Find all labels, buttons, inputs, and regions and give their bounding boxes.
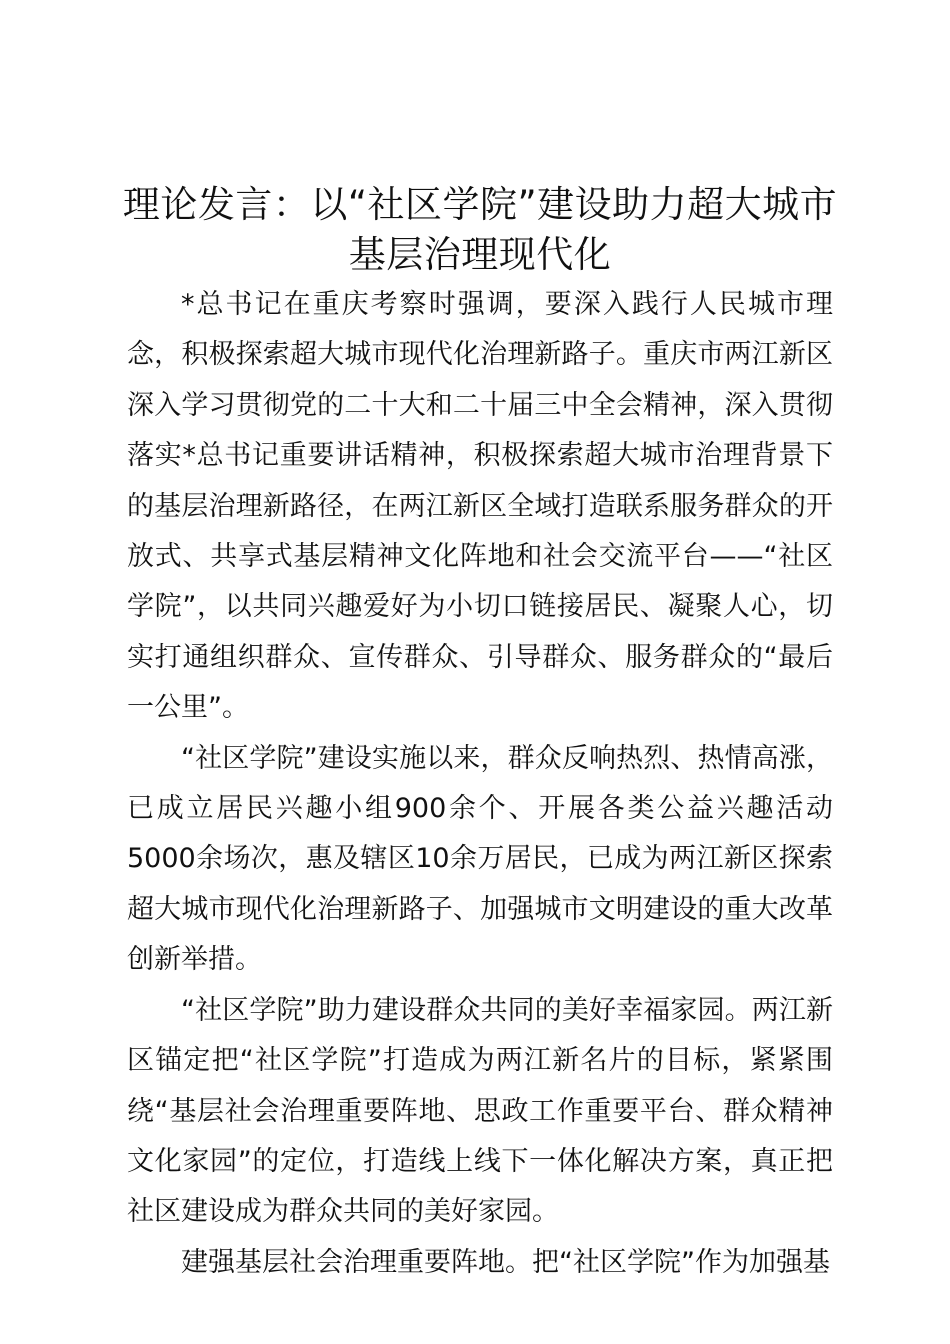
document-title-line-1: 理论发言：以“社区学院”建设助力超大城市 [122,183,838,226]
paragraph-3: “社区学院”助力建设群众共同的美好幸福家园。两江新区锚定把“社区学院”打造成为两江新名片的目标，紧紧围绕“基层社会治理重要阵地、思政工作重要平台、群众精神文化家园”的定位，打造线上线下一体化解决方案，真正把社区建设成为群众共同的美好家园。 [127,994,833,1228]
paragraph-2: “社区学院”建设实施以来，群众反响热烈、热情高涨，已成立居民兴趣小组900余个、开展各类公益兴趣活动5000余场次，惠及辖区10余万居民，已成为两江新区探索超大城市现代化治理新路子、加强城市文明建设的重大改革创新举措。 [127,742,833,976]
document-title-line-2: 基层治理现代化 [348,233,612,276]
document-body [127,280,833,1288]
paragraph-1: *总书记在重庆考察时强调，要深入践行人民城市理念，积极探索超大城市现代化治理新路子。重庆市两江新区深入学习贯彻党的二十大和二十届三中全会精神，深入贯彻落实*总书记重要讲话精神，积极探索超大城市治理背景下的基层治理新路径，在两江新区全域打造联系服务群众的开放式、共享式基层精神文化阵地和社会交流平台——“社区学院”，以共同兴趣爱好为小切口链接居民、凝聚人心，切实打通组织群众、宣传群众、引导群众、服务群众的“最后一公里”。 [127,289,833,724]
paragraph-4: 建强基层社会治理重要阵地。把“社区学院”作为加强基 [181,1246,830,1278]
